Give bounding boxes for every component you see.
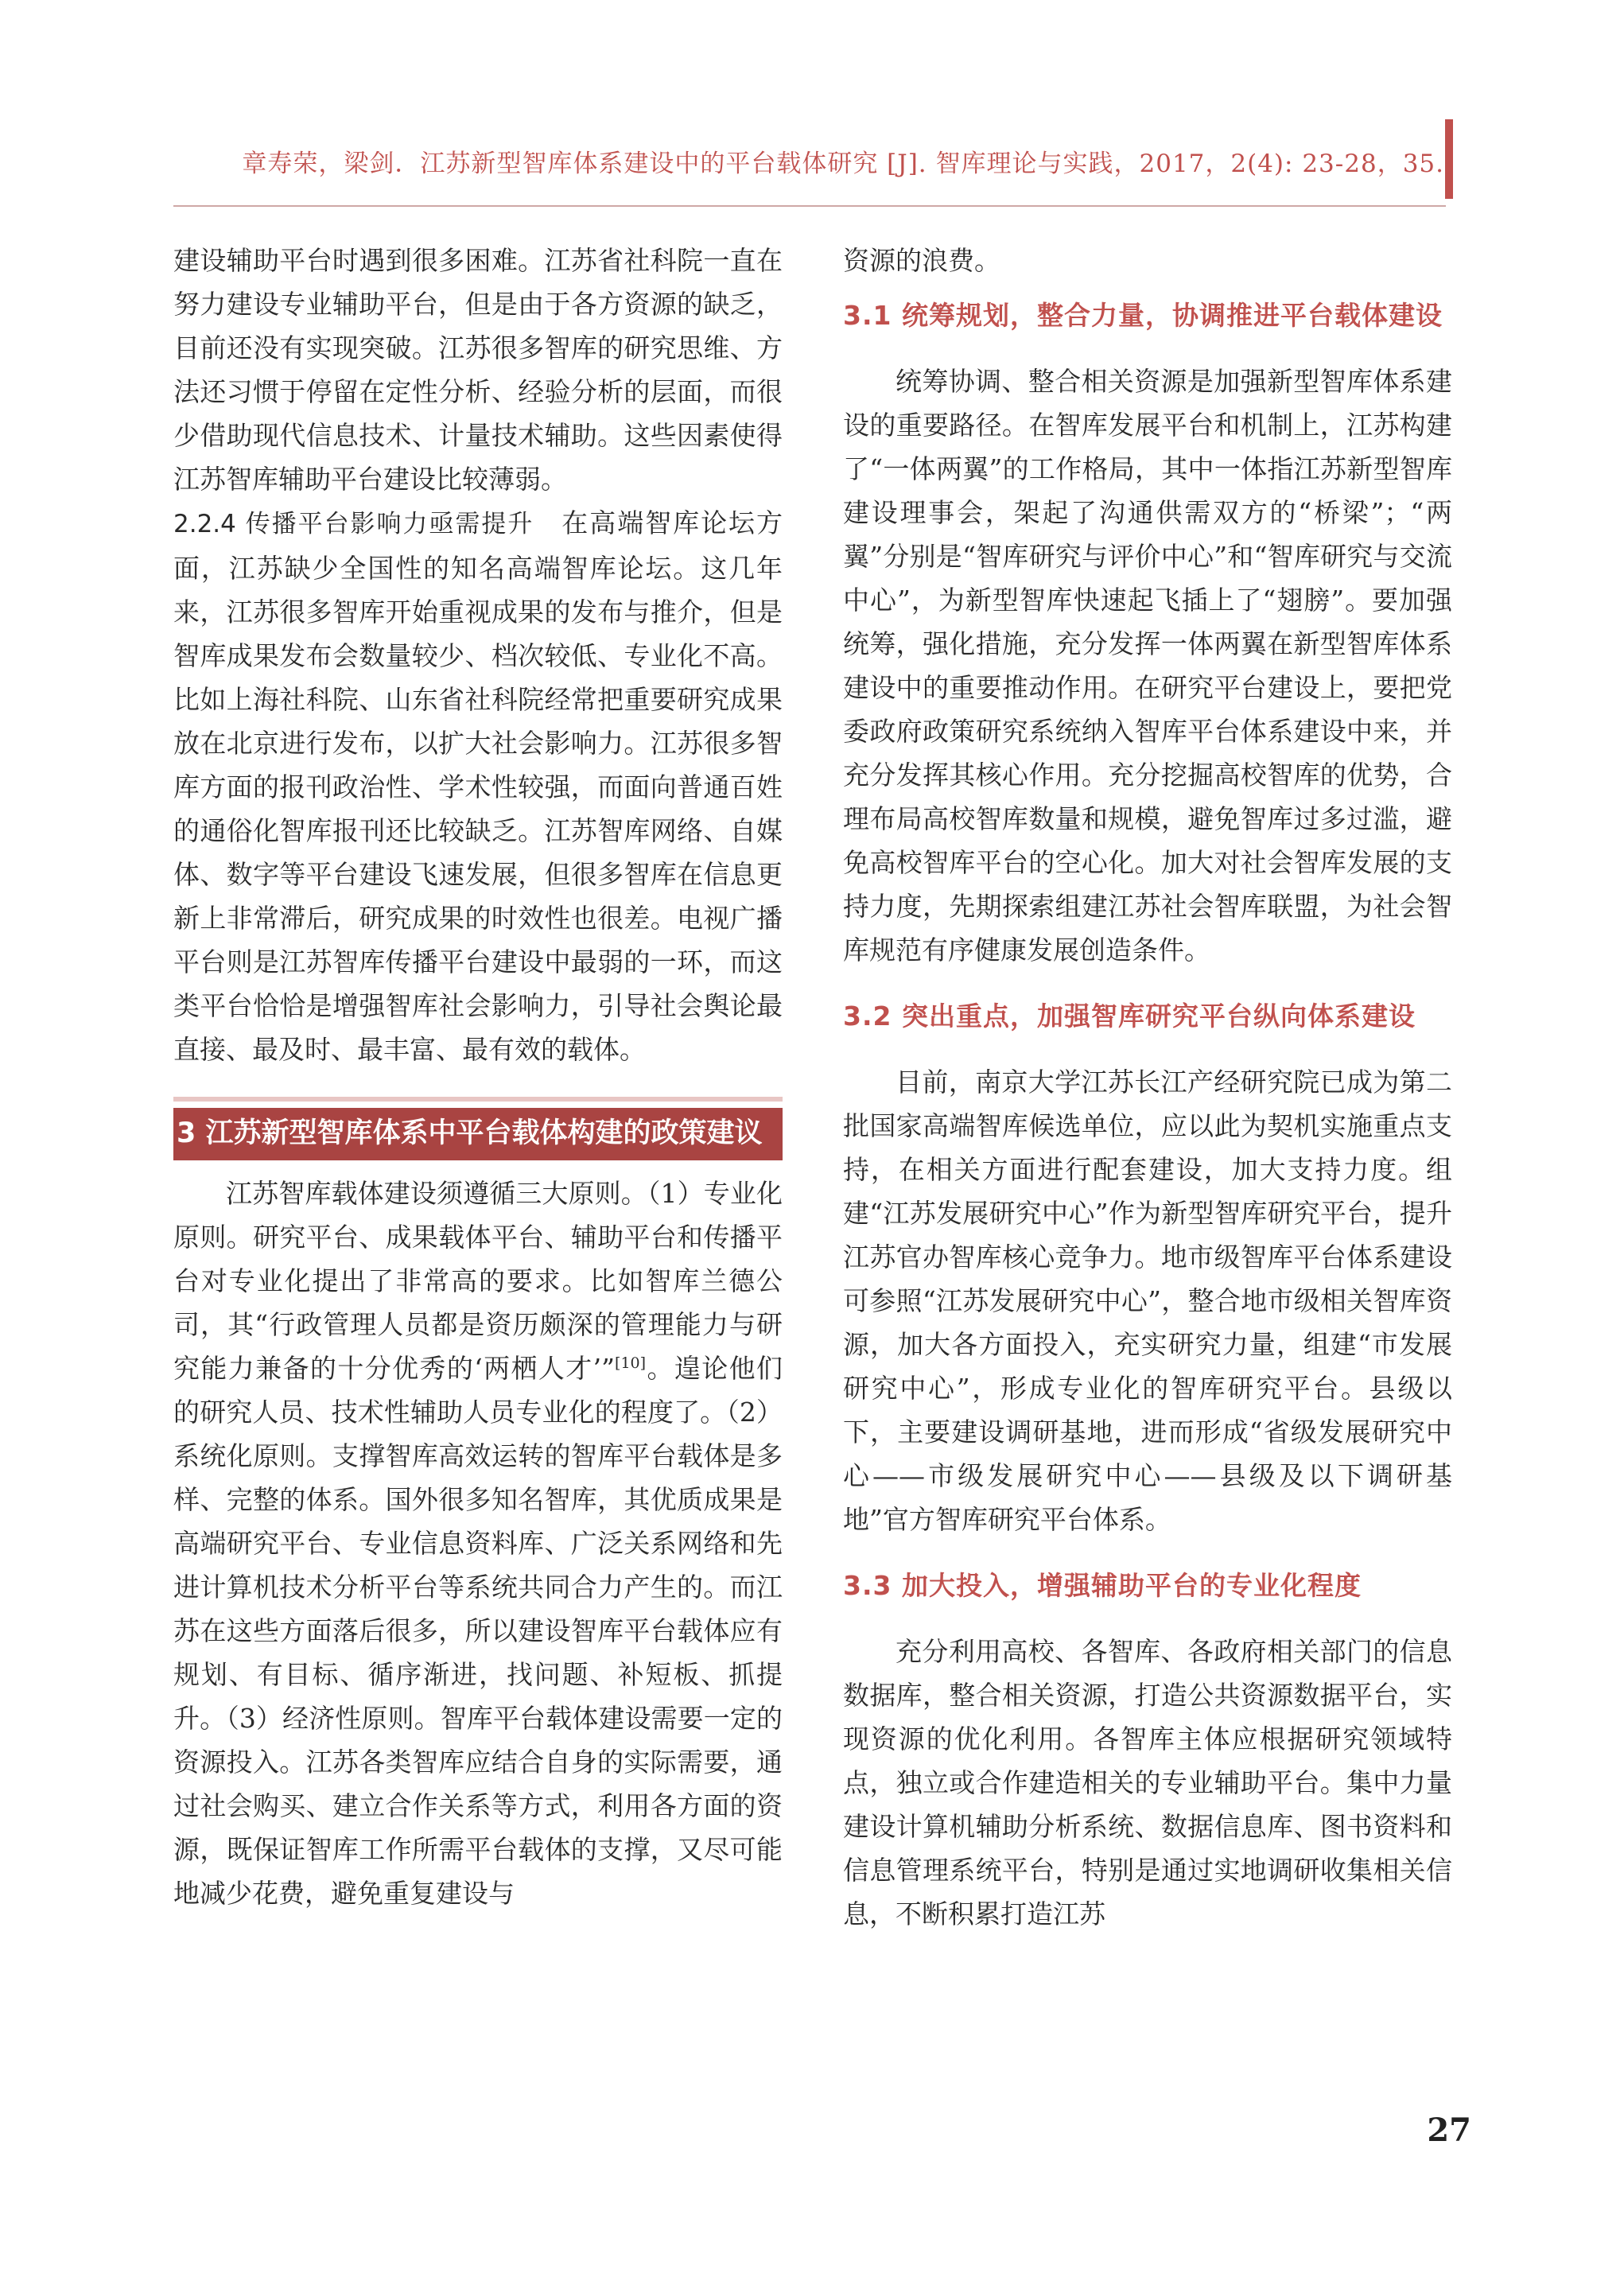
section-3-1-body: 统筹协调、整合相关资源是加强新型智库体系建设的重要路径。在智库发展平台和机制上，江苏构建了“一体两翼”的工作格局，其中一体指江苏新型智库建设理事会，架起了沟通供需双方的“桥梁”；“两翼”分别是“智库研究与评价中心”和“智库研究与交流中心”，为新型智库快速起飞插上了“翅膀”。要加强统筹，强化措施，充分发挥一体两翼在新型智库体系建设中的重要推动作用。在研究平台建设上，要把党委政府政策研究系统纳入智库平台体系建设中来，并充分发挥其核心作用。充分挖掘高校智库的优势，合理布局高校智库数量和规模，避免智库过多过滥，避免高校智库平台的空心化。加大对社会智库发展的支持力度，先期探索组建江苏社会智库联盟，为社会智库规范有序健康发展创造条件。: [843, 366, 1452, 966]
spacer: [173, 1160, 783, 1172]
section-2-2-4: [173, 501, 783, 1071]
section-3-heading: 3 江苏新型智库体系中平台载体构建的政策建议: [173, 1108, 783, 1160]
paragraph-aux-platform: 建设辅助平台时遇到很多困难。江苏省社科院一直在努力建设专业辅助平台，但是由于各方资源的缺乏，目前还没有实现突破。江苏很多智库的研究思维、方法还习惯于停留在定性分析、经验分析的层面，而很少借助现代信息技术、计量技术辅助。这些因素使得江苏智库辅助平台建设比较薄弱。: [173, 245, 783, 495]
running-header-citation: 章寿荣，梁剑．江苏新型智库体系建设中的平台载体研究 [J]. 智库理论与实践，2017，2(4): 23-28，35.: [242, 150, 1444, 178]
header-accent-bar: [1445, 119, 1453, 199]
paragraph-continuation: 资源的浪费。: [843, 245, 1000, 276]
section-3-text-b: 。遑论他们的研究人员、技术性辅助人员专业化的程度了。（2）系统化原则。支撑智库高效运转的智库平台载体是多样、完整的体系。国外很多知名智库，其优质成果是高端研究平台、专业信息资料库、广泛关系网络和先进计算机技术分析平台等系统共同合力产生的。而江苏在这些方面落后很多，所以建设智库平台载体应有规划、有目标、循序渐进，找问题、补短板、抓提升。（3）经济性原则。智库平台载体建设需要一定的资源投入。江苏各类智库应结合自身的实际需要，通过社会购买、建立合作关系等方式，利用各方面的资源，既保证智库工作所需平台载体的支撑，又尽可能地减少花费，避免重复建设与: [173, 1353, 783, 1909]
spacer: [843, 337, 1452, 359]
spacer: [843, 1038, 1452, 1060]
section-3-3-heading: 3.3 加大投入，增强辅助平台的专业化程度: [843, 1570, 1362, 1601]
section-2-2-4-body: 在高端智库论坛方面，江苏缺少全国性的知名高端智库论坛。这几年来，江苏很多智库开始重视成果的发布与推介，但是智库成果发布会数量较少、档次较低、专业化不高。比如上海社科院、山东省社科院经常把重要研究成果放在北京进行发布，以扩大社会影响力。江苏很多智库方面的报刊政治性、学术性较强，而面向普通百姓的通俗化智库报刊还比较缺乏。江苏智库网络、自媒体、数字等平台建设飞速发展，但很多智库在信息更新上非常滞后，研究成果的时效性也很差。电视广播平台则是江苏智库传播平台建设中最弱的一环，而这类平台恰恰是增强智库社会影响力，引导社会舆论最直接、最及时、最丰富、最有效的载体。: [173, 507, 783, 1065]
section-3-2-body: 目前，南京大学江苏长江产经研究院已成为第二批国家高端智库候选单位，应以此为契机实施重点支持，在相关方面进行配套建设，加大支持力度。组建“江苏发展研究中心”作为新型智库研究平台，提升江苏官办智库核心竞争力。地市级智库平台体系建设可参照“江苏发展研究中心”，整合地市级相关智库资源，加大各方面投入，充实研究力量，组建“市发展研究中心”，形成专业化的智库研究平台。县级以下，主要建设调研基地，进而形成“省级发展研究中心——市级发展研究中心——县级及以下调研基地”官方智库研究平台体系。: [843, 1067, 1452, 1535]
section-3-text-a: 江苏智库载体建设须遵循三大原则。（1）专业化原则。研究平台、成果载体平台、辅助平台和传播平台对专业化提出了非常高的要求。比如智库兰德公司，其“行政管理人员都是资历颇深的管理能力与研究能力兼备的十分优秀的‘两栖人才’”: [173, 1178, 783, 1384]
right-column: [843, 239, 1452, 1936]
spacer: [173, 1071, 783, 1108]
citation-ref-10: [10]: [615, 1354, 647, 1372]
page-number: 27: [1427, 2112, 1471, 2149]
header-rule: [173, 205, 1446, 207]
section-3-1-heading: 3.1 统筹规划，整合力量，协调推进平台载体建设: [843, 300, 1443, 331]
section-3-2-heading: 3.2 突出重点，加强智库研究平台纵向体系建设: [843, 1001, 1416, 1032]
spacer: [843, 282, 1452, 293]
section-3-3-body: 充分利用高校、各智库、各政府相关部门的信息数据库，整合相关资源，打造公共资源数据平台，实现资源的优化利用。各智库主体应根据研究领域特点，独立或合作建造相关的专业辅助平台。集中力量建设计算机辅助分析系统、数据信息库、图书资料和信息管理系统平台，特别是通过实地调研收集相关信息，不断积累打造江苏: [843, 1636, 1452, 1929]
spacer: [843, 972, 1452, 994]
spacer: [843, 1607, 1452, 1630]
section-3-paragraph: [173, 1172, 783, 1915]
spacer: [843, 1541, 1452, 1564]
section-2-2-4-title: 2.2.4 传播平台影响力亟需提升: [173, 510, 534, 538]
left-column: [173, 239, 783, 1915]
